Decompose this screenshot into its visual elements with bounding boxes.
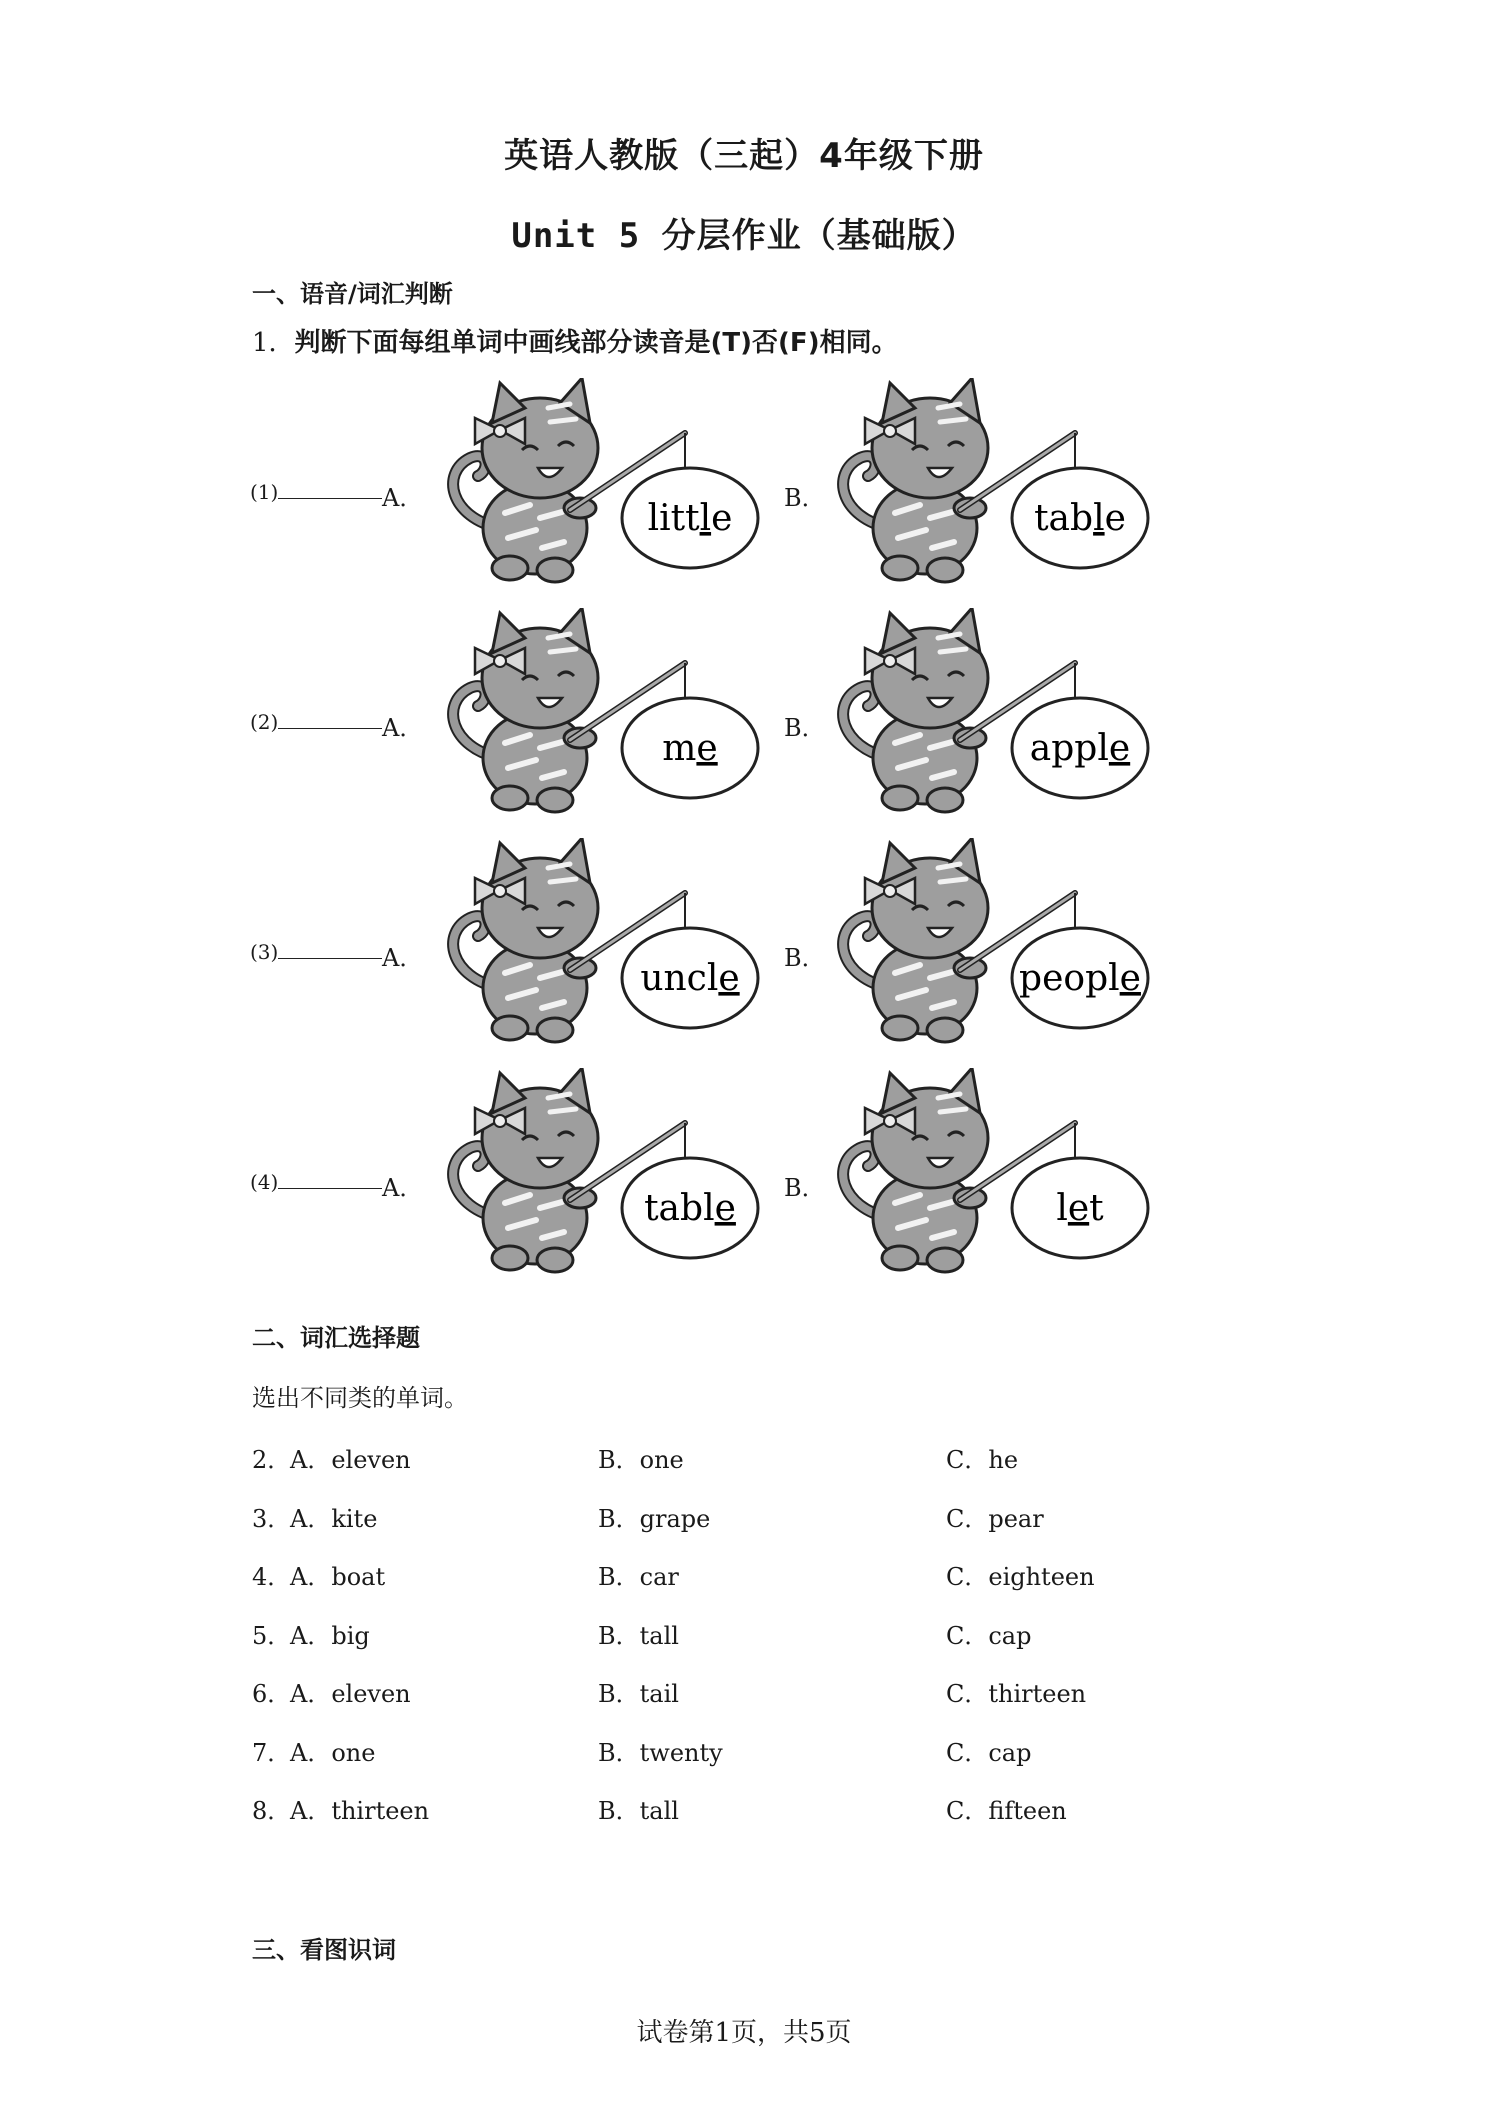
pair-number-label: (4): [250, 1170, 279, 1194]
mcq-option-c[interactable]: C．thirteen: [946, 1680, 1087, 1708]
underlined-part: e: [718, 958, 740, 999]
option-b-label: B．: [784, 714, 826, 742]
mcq-option-c[interactable]: C．fifteen: [946, 1797, 1067, 1825]
mcq-number: 4．: [252, 1563, 292, 1591]
mcq-question: [252, 1674, 1252, 1714]
section2-heading: 二、词汇选择题: [252, 1324, 420, 1352]
mcq-number: 5．: [252, 1621, 292, 1650]
page-footer: 试卷第1页，共5页: [636, 2018, 852, 2048]
mcq-question: [252, 1440, 1252, 1480]
pair-number: [250, 710, 382, 734]
pair-number: [250, 480, 382, 504]
pair-row: [0, 390, 1488, 590]
mcq-question: [252, 1733, 1252, 1773]
mcq-option-b[interactable]: B．grape: [598, 1504, 711, 1533]
mcq-option-c[interactable]: C．cap: [946, 1621, 1032, 1650]
mcq-number: 6．: [252, 1680, 292, 1708]
pair-row: [0, 850, 1488, 1050]
underlined-part: e: [696, 728, 718, 769]
cat-fishing-icon: [430, 378, 760, 588]
word-a: uncle: [640, 958, 740, 999]
cat-fishing-icon: [820, 1068, 1150, 1278]
mcq-option-b[interactable]: B．twenty: [598, 1738, 723, 1767]
mcq-option-c[interactable]: C．pear: [946, 1504, 1044, 1533]
mcq-option-b[interactable]: B．tail: [598, 1680, 679, 1708]
underlined-part: l: [1093, 498, 1105, 539]
option-a-label: A．: [382, 484, 424, 512]
mcq-option-c[interactable]: C．cap: [946, 1738, 1032, 1767]
mcq-question: [252, 1557, 1252, 1597]
word-a: me: [662, 728, 718, 769]
pair-number: [250, 940, 382, 964]
page-title: 英语人教版（三起）4年级下册: [504, 136, 984, 176]
question-number: 1．: [252, 328, 295, 358]
cat-fishing-icon: [820, 608, 1150, 818]
pair-number-label: (3): [250, 940, 279, 964]
cat-fishing-icon: [430, 608, 760, 818]
mcq-question: [252, 1616, 1252, 1656]
mcq-option-b[interactable]: B．tall: [598, 1797, 679, 1825]
option-b-label: B．: [784, 484, 826, 512]
mcq-option-a[interactable]: A．eleven: [290, 1680, 411, 1708]
option-a-label: A．: [382, 944, 424, 972]
underlined-part: e: [1119, 958, 1141, 999]
mcq-option-a[interactable]: A．kite: [290, 1504, 378, 1533]
mcq-option-c[interactable]: C．eighteen: [946, 1563, 1095, 1591]
section2-instruction: 选出不同类的单词。: [252, 1384, 468, 1412]
mcq-number: 7．: [252, 1738, 292, 1767]
pair-number: [250, 1170, 382, 1194]
answer-blank[interactable]: [278, 1170, 382, 1189]
option-a-label: A．: [382, 714, 424, 742]
option-a-label: A．: [382, 1174, 424, 1202]
option-b-label: B．: [784, 944, 826, 972]
cat-fishing-icon: [820, 378, 1150, 588]
mcq-option-a[interactable]: A．big: [290, 1621, 370, 1650]
word-b: let: [1056, 1188, 1104, 1229]
page-subtitle: Unit 5 分层作业（基础版）: [511, 216, 977, 256]
mcq-question: [252, 1791, 1252, 1831]
pair-number-label: (2): [250, 710, 279, 734]
mcq-number: 3．: [252, 1504, 292, 1533]
mcq-option-a[interactable]: A．thirteen: [290, 1797, 430, 1825]
word-b: table: [1034, 498, 1126, 539]
option-b-label: B．: [784, 1174, 826, 1202]
answer-blank[interactable]: [278, 480, 382, 499]
mcq-option-a[interactable]: A．one: [290, 1738, 376, 1767]
mcq-option-a[interactable]: A．eleven: [290, 1446, 411, 1474]
word-b: people: [1019, 958, 1141, 999]
word-a: little: [647, 498, 733, 539]
word-b: apple: [1029, 728, 1131, 769]
underlined-part: e: [714, 1188, 736, 1229]
mcq-option-b[interactable]: B．tall: [598, 1621, 679, 1650]
mcq-option-c[interactable]: C．he: [946, 1446, 1019, 1474]
answer-blank[interactable]: [278, 710, 382, 729]
underlined-part: e: [1108, 728, 1131, 769]
mcq-option-b[interactable]: B．car: [598, 1563, 679, 1591]
question-1: [252, 322, 898, 359]
underlined-part: l: [699, 498, 712, 539]
question-stem: 判断下面每组单词中画线部分读音是(T)否(F)相同。: [294, 328, 898, 358]
word-a: table: [644, 1188, 736, 1229]
cat-fishing-icon: [820, 838, 1150, 1048]
pair-row: [0, 620, 1488, 820]
pair-number-label: (1): [250, 480, 279, 504]
answer-blank[interactable]: [278, 940, 382, 959]
mcq-number: 8．: [252, 1797, 292, 1825]
cat-fishing-icon: [430, 1068, 760, 1278]
section1-heading: 一、语音/词汇判断: [252, 280, 453, 308]
mcq-question: [252, 1499, 1252, 1539]
underlined-part: e: [1067, 1188, 1090, 1229]
mcq-option-b[interactable]: B．one: [598, 1446, 684, 1474]
section3-heading: 三、看图识词: [252, 1936, 396, 1964]
mcq-option-a[interactable]: A．boat: [290, 1563, 386, 1591]
cat-fishing-icon: [430, 838, 760, 1048]
mcq-number: 2．: [252, 1446, 292, 1474]
pair-row: [0, 1080, 1488, 1280]
